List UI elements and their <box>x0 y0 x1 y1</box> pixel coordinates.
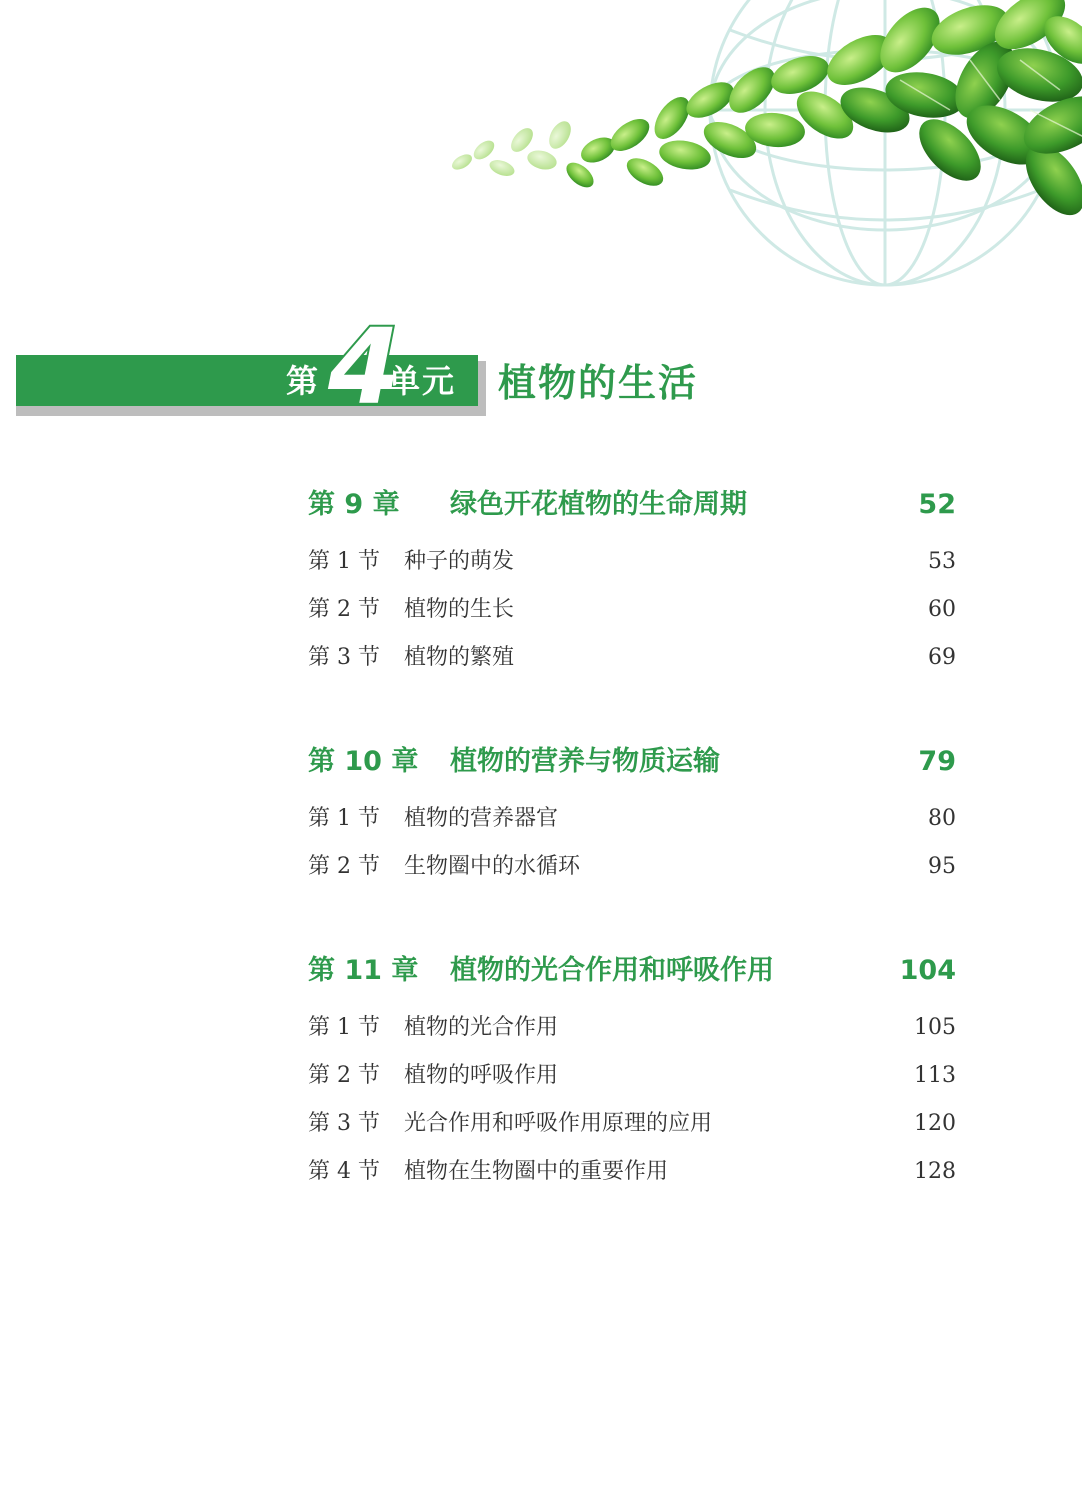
chapter-title: 植物的营养与物质运输 <box>450 746 720 777</box>
section-list <box>308 546 956 690</box>
section-page-number: 105 <box>914 1015 956 1040</box>
section-title: 植物的营养器官 <box>404 806 559 831</box>
section-page-number: 53 <box>928 549 956 574</box>
section-title: 种子的萌发 <box>404 549 515 574</box>
globe-leaves-illustration <box>430 0 1082 300</box>
section-list <box>308 1012 956 1204</box>
section-row <box>308 1156 956 1204</box>
section-row <box>308 642 956 690</box>
section-page-number: 120 <box>914 1111 956 1136</box>
section-row <box>308 546 956 594</box>
section-row <box>308 1012 956 1060</box>
section-row <box>308 594 956 642</box>
chapter-heading <box>308 949 956 993</box>
chapter-label: 第 9 章 <box>308 489 400 520</box>
section-label: 第 3 节 <box>308 645 380 670</box>
section-title: 植物的光合作用 <box>404 1015 559 1040</box>
section-page-number: 69 <box>928 645 956 670</box>
chapter-9 <box>308 483 956 690</box>
section-title: 生物圈中的水循环 <box>404 854 581 879</box>
section-page-number: 60 <box>928 597 956 622</box>
chapter-label: 第 10 章 <box>308 746 419 777</box>
section-label: 第 2 节 <box>308 1063 380 1088</box>
section-label: 第 3 节 <box>308 1111 380 1136</box>
chapter-title: 绿色开花植物的生命周期 <box>450 489 747 520</box>
unit-suffix: 单元 <box>388 362 457 400</box>
chapter-heading <box>308 483 956 527</box>
globe-leaves-icon <box>430 0 1082 300</box>
section-list <box>308 803 956 899</box>
section-title: 植物的呼吸作用 <box>404 1063 559 1088</box>
section-row <box>308 851 956 899</box>
section-page-number: 80 <box>928 806 956 831</box>
chapter-title: 植物的光合作用和呼吸作用 <box>450 955 774 986</box>
section-label: 第 2 节 <box>308 597 380 622</box>
chapter-10 <box>308 740 956 899</box>
unit-banner <box>16 306 486 428</box>
section-page-number: 128 <box>914 1159 956 1184</box>
section-page-number: 95 <box>928 854 956 879</box>
section-label: 第 2 节 <box>308 854 380 879</box>
section-title: 植物的生长 <box>404 597 515 622</box>
chapter-label: 第 11 章 <box>308 955 419 986</box>
section-label: 第 1 节 <box>308 806 380 831</box>
section-title: 植物在生物圈中的重要作用 <box>404 1159 669 1184</box>
section-label: 第 1 节 <box>308 1015 380 1040</box>
section-label: 第 1 节 <box>308 549 380 574</box>
section-row <box>308 803 956 851</box>
chapter-heading <box>308 740 956 784</box>
section-title: 植物的繁殖 <box>404 645 515 670</box>
chapter-page-number: 79 <box>918 746 956 777</box>
section-row <box>308 1060 956 1108</box>
chapter-page-number: 104 <box>899 955 956 986</box>
section-page-number: 113 <box>914 1063 956 1088</box>
section-row <box>308 1108 956 1156</box>
unit-number: 4 <box>328 306 401 428</box>
section-label: 第 4 节 <box>308 1159 380 1184</box>
chapter-page-number: 52 <box>918 489 956 520</box>
unit-title: 植物的生活 <box>498 361 699 405</box>
section-title: 光合作用和呼吸作用原理的应用 <box>404 1111 713 1136</box>
chapter-11 <box>308 949 956 1204</box>
unit-prefix: 第 <box>286 362 321 400</box>
